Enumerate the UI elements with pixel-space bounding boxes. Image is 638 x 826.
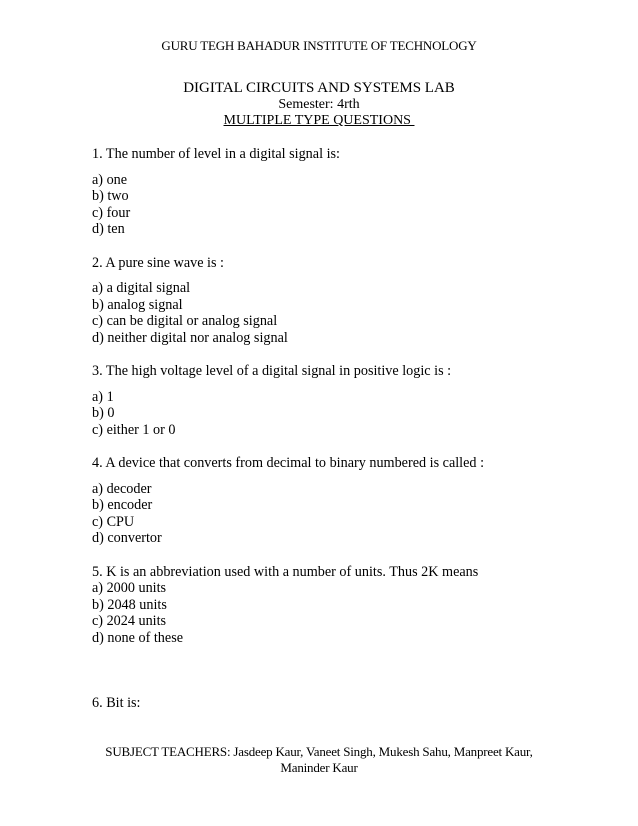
option-c: c) 2024 units bbox=[92, 613, 167, 629]
question-text: 3. The high voltage level of a digital signal in positive logic is : bbox=[92, 363, 452, 379]
option-d: d) neither digital nor analog signal bbox=[92, 329, 288, 346]
question-3 bbox=[92, 363, 592, 438]
option-a: a) 2000 units bbox=[92, 580, 167, 596]
questions-list bbox=[92, 146, 592, 721]
institute-name: GURU TEGH BAHADUR INSTITUTE OF TECHNOLOGY bbox=[161, 38, 477, 53]
option-d: d) convertor bbox=[92, 530, 162, 546]
section-title-text: MULTIPLE TYPE QUESTIONS bbox=[223, 113, 415, 128]
question-text: 6. Bit is: bbox=[92, 695, 141, 711]
spacer bbox=[92, 438, 592, 455]
spacer bbox=[92, 346, 592, 363]
question-text: 2. A pure sine wave is : bbox=[92, 254, 225, 271]
option-b: b) analog signal bbox=[92, 296, 183, 313]
option-b: b) encoder bbox=[92, 497, 153, 513]
options-list bbox=[92, 580, 592, 646]
section-title bbox=[0, 113, 638, 129]
option-d: d) none of these bbox=[92, 629, 184, 646]
question-5 bbox=[92, 564, 592, 647]
question-4 bbox=[92, 455, 592, 547]
spacer bbox=[92, 547, 592, 564]
option-a: a) a digital signal bbox=[92, 280, 191, 296]
option-c: c) either 1 or 0 bbox=[92, 421, 176, 438]
option-c: c) CPU bbox=[92, 513, 135, 530]
options-list bbox=[92, 280, 592, 346]
options-list bbox=[92, 481, 592, 547]
question-text: 4. A device that converts from decimal to binary numbered is called : bbox=[92, 455, 485, 471]
spacer bbox=[92, 238, 592, 255]
option-a: a) 1 bbox=[92, 388, 114, 405]
lab-title: DIGITAL CIRCUITS AND SYSTEMS LAB bbox=[183, 80, 455, 96]
question-text: 1. The number of level in a digital signal is: bbox=[92, 146, 340, 162]
spacer bbox=[92, 646, 592, 695]
options-list bbox=[92, 172, 592, 238]
semester-label: Semester: 4rth bbox=[278, 97, 360, 112]
question-text: 5. K is an abbreviation used with a number of units. Thus 2K means bbox=[92, 563, 479, 580]
option-b: b) 0 bbox=[92, 405, 115, 421]
option-a: a) one bbox=[92, 171, 128, 188]
options-list bbox=[92, 389, 592, 439]
footer-teachers bbox=[80, 744, 558, 776]
option-c: c) can be digital or analog signal bbox=[92, 313, 278, 329]
question-6 bbox=[92, 695, 592, 712]
option-a: a) decoder bbox=[92, 480, 152, 497]
question-2 bbox=[92, 255, 592, 347]
option-b: b) two bbox=[92, 188, 129, 204]
option-c: c) four bbox=[92, 204, 131, 221]
teachers-line-2: Maninder Kaur bbox=[280, 760, 358, 775]
teachers-line-1: SUBJECT TEACHERS: Jasdeep Kaur, Vaneet Singh, Mukesh Sahu, Manpreet Kaur, bbox=[105, 744, 533, 759]
question-1 bbox=[92, 146, 592, 238]
option-b: b) 2048 units bbox=[92, 596, 167, 613]
option-d: d) ten bbox=[92, 221, 125, 237]
